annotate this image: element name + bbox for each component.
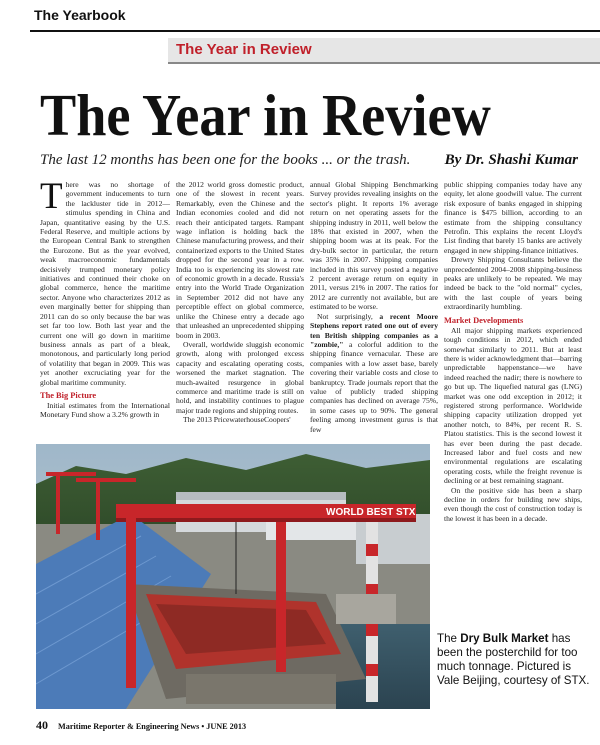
caption-bold: Dry Bulk Market (460, 632, 549, 645)
page-footer (36, 716, 246, 734)
paragraph-text: here was no shortage of government inducements to turn the lackluster tide in 2012—stimulus spending in China and Japan, quantitative easing by the U.S. Federal Reserve, and multiple actions by the European Central Bank to strengthen the Eurozone. But as the year evolved, weak macroeconomic fundamentals decisively trumped monetary policy initiatives and continued their choke on global commerce, hence the maritime sector. Anyone who characterizes 2012 as even marginally better for shipping than 2011 can do so only because the bar was set far too low. Both last year and the current one will go down in maritime business annals as part of a bleak, monotonous, and particularly long period of volatility that began in 2009. This was yet another excruciating year for the global maritime community. (40, 180, 170, 387)
subhead-big-picture: The Big Picture (40, 390, 97, 400)
subhead-market-developments: Market Developments (444, 315, 524, 325)
paragraph-text: a colorful addition to the shipping finance vernacular. These are companies with a low asset base, barely covering their variable costs and close to bankruptcy. Trade journals report that the value of publicly traded shipping companies has declined on average 75%, in some cases up to 90%. The general feeling among investment gurus is that few (310, 339, 438, 434)
article-column-3 (310, 180, 438, 441)
article-column-4 (444, 180, 582, 575)
paragraph: the 2012 world gross domestic product, one of the slowest in recent years. Remarkably, even the Chinese and the Indian economies cooled and did not reach their anticipated targets. Rampant wage inflation is holding back the Chinese manufacturing prowess, and their containerized exports to the United States dropped for the second year in a row. India too is experiencing its slowest rate of economic growth in a decade. Russia's entry into the World Trade Organization in September 2012 did not have any perceptible effect on global commerce, unlike the Chinese entry a decade ago that unleashed an unprecedented shipping boom in 2003. (176, 180, 304, 340)
dek: The last 12 months has been one for the books ... or the trash. (40, 152, 411, 168)
paragraph: annual Global Shipping Benchmarking Survey provides revealing insights on the sector's plight. It reports 1% average return on net operating assets for the shipping industry in 2011, well below the 18% that existed in 2007, when the shipping boom was at its peak. For the dry-bulk sector in particular, the return was 35% in 2007. Shipping companies included in this survey posted a negative 2 percent average return on equity in 2011, versus 21% in 2007. The ratios for 2012 are currently not available, but are estimated to be worse. (310, 180, 438, 312)
shipyard-photo (36, 444, 430, 709)
crane-text: WORLD BEST STX (326, 507, 416, 518)
caption-text: The (437, 632, 457, 645)
paragraph: public shipping companies today have any equity, let alone goodwill value. The current risk exposure of banks engaged in shipping finance is $475 billion, according to an estimate from the shipping consultancy Petrofin. This explains the recent Lloyd's List finding that barely 15 banks are actively engaged in new shipping-finance initiatives. (444, 180, 582, 255)
paragraph: Overall, worldwide sluggish economic growth, along with prolonged excess capacity and escalating operating costs, worsened the market stagnation. The much-awaited resurgence in global commerce and maritime trade is still on hold, and instability continues to plague major trade regions and shipping routes. (176, 339, 304, 415)
page-number: 40 (36, 718, 48, 732)
paragraph: Initial estimates from the International Monetary Fund show a 3.2% growth in (40, 400, 170, 420)
paragraph (310, 312, 438, 434)
publication-line: Maritime Reporter & Engineering News • JUNE 2013 (58, 722, 247, 731)
paragraph: On the positive side has been a sharp decline in orders for building new ships, even though the cost of construction today is the lowest it has been in a decade. (444, 485, 582, 523)
paragraph: All major shipping markets experienced tough conditions in 2012, which ended somewhat similarly to 2011. But at least there is wider acknowledgment that—barring unpredictable happenstance—we have indeed reached the nadir; there is nowhere to go but up. The liquefied natural gas (LNG) market was one odd exception in 2012; it registered strong performance. Worldwide shipping capacity utilization dropped yet another notch, to 84%, per recent R. S. Platou statistics. This is the second lowest it has ever been during the past decade. Increased labor and fuel costs and new environmental regulations are escalating operating costs, while the freight revenue is declining or at best remaining stagnant. (444, 325, 582, 486)
article-column-1 (40, 180, 170, 441)
drop-cap: T (40, 180, 63, 217)
paragraph (40, 180, 170, 387)
paragraph-text: Not surprisingly, (317, 311, 373, 321)
paragraph: The 2013 PricewaterhouseCoopers' (183, 415, 291, 425)
kicker-title: The Year in Review (176, 41, 312, 58)
top-rule (30, 30, 600, 32)
bold-text: a recent Moore Stephens report rated one out of every ten British shipping companies as a "zombie," (310, 311, 438, 349)
byline: By Dr. Shashi Kumar (444, 152, 578, 168)
shipyard-illustration (36, 444, 430, 709)
photo-caption (437, 632, 592, 688)
article-column-2 (176, 180, 304, 441)
paragraph: Drewry Shipping Consultants believe the unprecedented 2004–2008 shipping-business peaks are unlikely to be repeated. We may indeed be back to the "old normal" cycles, with the last couple of years being extraordinarily humbling. (444, 255, 582, 312)
kicker-bar (168, 38, 600, 64)
caption-text: has been the posterchild for too much tonnage. Pictured is Vale Beijing, courtesy of STX. (437, 632, 590, 687)
section-label: The Yearbook (34, 7, 126, 23)
headline: The Year in Review (40, 82, 491, 148)
